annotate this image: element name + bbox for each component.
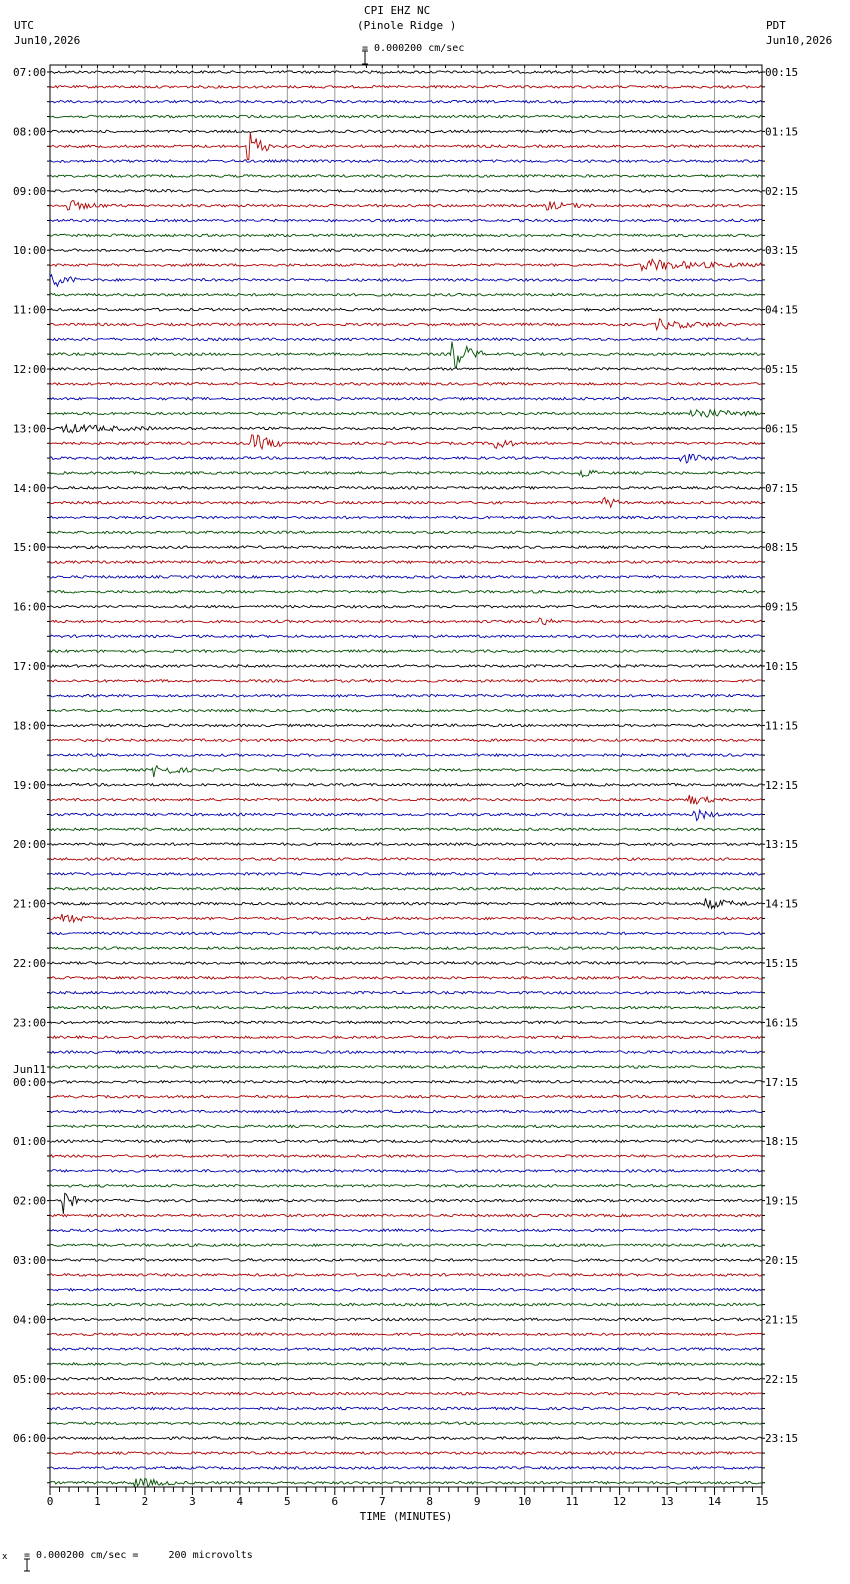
footer-scale-prefix: x: [2, 1552, 8, 1562]
utc-hour-label: 05:00: [13, 1372, 47, 1386]
seismic-trace: [50, 680, 762, 683]
seismic-trace: [50, 914, 762, 922]
seismic-trace: [50, 1185, 762, 1188]
pdt-hour-label: 02:15: [765, 184, 799, 198]
footer-scale-bar-icon: [11, 1546, 17, 1560]
utc-hour-label: 17:00: [13, 660, 47, 673]
seismic-trace: [50, 1479, 762, 1487]
seismic-trace: [50, 1066, 762, 1069]
pdt-hour-label: 17:15: [765, 1075, 799, 1089]
seismic-trace: [50, 487, 762, 490]
seismic-trace: [50, 410, 762, 418]
seismic-trace: [50, 1110, 762, 1113]
x-tick-label: 12: [612, 1495, 627, 1508]
seismic-trace: [50, 342, 762, 368]
seismic-trace: [50, 368, 762, 371]
seismic-trace: [50, 635, 762, 638]
pdt-hour-label: 03:15: [765, 244, 799, 258]
seismic-trace: [50, 898, 762, 908]
station-title: CPI EHZ NC: [364, 4, 431, 17]
utc-hour-label: 21:00: [13, 897, 47, 911]
seismic-trace: [50, 234, 762, 237]
seismic-trace: [50, 754, 762, 757]
seismic-trace: [50, 665, 762, 668]
seismic-trace: [50, 1081, 762, 1084]
seismic-trace: [50, 709, 762, 712]
seismic-trace: [50, 130, 762, 133]
seismic-trace: [50, 498, 762, 508]
pdt-hour-label: 07:15: [765, 481, 799, 495]
pdt-hour-label: 09:15: [765, 600, 799, 614]
left-timezone: UTC: [14, 19, 34, 32]
seismic-trace: [50, 531, 762, 534]
utc-hour-label: 16:00: [13, 600, 47, 614]
seismic-trace: [50, 249, 762, 252]
seismic-trace: [50, 932, 762, 935]
x-tick-label: 1: [94, 1495, 101, 1508]
utc-hour-label: 19:00: [13, 778, 47, 792]
pdt-hour-label: 20:15: [765, 1254, 799, 1267]
seismic-trace: [50, 1437, 762, 1440]
seismic-trace: [50, 1051, 762, 1054]
utc-hour-label: 01:00: [13, 1135, 47, 1149]
seismic-trace: [50, 1244, 762, 1247]
seismic-trace: [50, 1288, 762, 1291]
x-tick-label: 6: [331, 1495, 339, 1508]
seismic-trace: [50, 991, 762, 994]
utc-hour-label: 06:00: [13, 1432, 47, 1446]
utc-hour-label: 18:00: [13, 719, 47, 733]
utc-hour-label: 13:00: [13, 422, 47, 436]
seismic-trace: [50, 873, 762, 876]
seismic-trace: [50, 397, 762, 400]
pdt-hour-label: 01:15: [765, 125, 799, 139]
seismic-trace: [50, 1378, 762, 1381]
seismic-trace: [50, 962, 762, 965]
x-tick-label: 15: [755, 1495, 769, 1508]
seismic-trace: [50, 470, 762, 477]
seismic-trace: [50, 739, 762, 742]
seismic-trace: [50, 1259, 762, 1262]
seismic-trace: [50, 1303, 762, 1306]
seismic-trace: [50, 424, 762, 433]
seismic-trace: [50, 843, 762, 846]
date-change-label: Jun11: [13, 1062, 47, 1076]
seismic-trace: [50, 454, 762, 463]
utc-hour-label: 07:00: [13, 66, 47, 79]
seismic-trace: [50, 435, 762, 449]
pdt-hour-label: 13:15: [765, 838, 799, 852]
pdt-hour-label: 23:15: [765, 1432, 799, 1446]
seismic-trace: [50, 795, 762, 804]
seismic-trace: [50, 1422, 762, 1425]
seismic-trace: [50, 1140, 762, 1143]
seismic-trace: [50, 1214, 762, 1217]
seismic-trace: [50, 100, 762, 103]
utc-hour-label: 09:00: [13, 184, 47, 198]
seismic-trace: [50, 201, 762, 211]
x-tick-label: 0: [46, 1495, 54, 1508]
x-tick-label: 2: [141, 1495, 149, 1508]
pdt-hour-label: 12:15: [765, 778, 799, 792]
seismic-trace: [50, 294, 762, 297]
x-tick-label: 10: [518, 1495, 532, 1508]
seismic-trace: [50, 1006, 762, 1009]
seismic-trace: [50, 650, 762, 653]
seismic-trace: [50, 1452, 762, 1455]
utc-hour-label: 11:00: [13, 303, 47, 317]
footer-scale-label: = 0.000200 cm/sec = 200 microvolts: [24, 1550, 253, 1561]
seismic-trace: [50, 190, 762, 193]
utc-hour-label: 22:00: [13, 957, 47, 970]
seismic-trace: [50, 1193, 762, 1214]
utc-hour-label: 14:00: [13, 481, 47, 495]
x-tick-label: 13: [660, 1495, 674, 1508]
seismic-trace: [50, 175, 762, 178]
seismic-trace: [50, 71, 762, 74]
pdt-hour-label: 00:15: [765, 66, 799, 79]
seismic-trace: [50, 1318, 762, 1321]
seismic-trace: [50, 1155, 762, 1158]
seismic-trace: [50, 133, 762, 160]
utc-hour-label: 08:00: [13, 125, 47, 139]
pdt-hour-label: 18:15: [765, 1135, 799, 1149]
seismic-trace: [50, 160, 762, 163]
seismic-trace: [50, 766, 762, 778]
seismic-trace: [50, 319, 762, 330]
seismic-trace: [50, 1170, 762, 1173]
seismic-trace: [50, 546, 762, 549]
seismic-trace: [50, 516, 762, 519]
seismic-trace: [50, 1392, 762, 1395]
seismic-trace: [50, 1021, 762, 1024]
pdt-hour-label: 22:15: [765, 1372, 799, 1386]
x-tick-label: 3: [189, 1495, 196, 1508]
seismic-trace: [50, 308, 762, 311]
utc-hour-label: 23:00: [13, 1016, 47, 1030]
seismic-trace: [50, 858, 762, 861]
seismic-trace: [50, 591, 762, 594]
seismic-trace: [50, 947, 762, 950]
seismic-trace: [50, 810, 762, 820]
seismic-trace: [50, 275, 762, 287]
right-date: Jun10,2026: [766, 34, 833, 47]
pdt-hour-label: 05:15: [765, 363, 799, 376]
utc-hour-label: 12:00: [13, 363, 47, 376]
x-tick-label: 8: [426, 1495, 434, 1508]
seismic-trace: [50, 576, 762, 579]
seismic-trace: [50, 784, 762, 787]
seismic-trace: [50, 1333, 762, 1336]
seismic-trace: [50, 1407, 762, 1410]
seismic-trace: [50, 1125, 762, 1128]
seismic-trace: [50, 383, 762, 386]
seismic-trace: [50, 1274, 762, 1277]
pdt-hour-label: 15:15: [765, 957, 799, 970]
seismic-trace: [50, 618, 762, 625]
pdt-hour-label: 10:15: [765, 660, 799, 673]
seismic-trace: [50, 724, 762, 727]
pdt-hour-label: 21:15: [765, 1313, 799, 1327]
station-location: (Pinole Ridge ): [357, 19, 457, 32]
x-tick-label: 9: [473, 1495, 481, 1508]
left-date: Jun10,2026: [14, 34, 81, 47]
utc-hour-label: 10:00: [13, 244, 47, 258]
x-tick-label: 14: [707, 1495, 722, 1508]
utc-hour-label: 03:00: [13, 1254, 47, 1267]
pdt-hour-label: 11:15: [765, 719, 799, 733]
seismic-trace: [50, 888, 762, 891]
utc-hour-label: 04:00: [13, 1313, 47, 1327]
seismic-trace: [50, 1363, 762, 1366]
seismic-trace: [50, 115, 762, 118]
seismic-trace: [50, 1348, 762, 1351]
pdt-hour-label: 14:15: [765, 897, 799, 911]
x-axis-title: TIME (MINUTES): [359, 1510, 453, 1523]
x-tick-label: 5: [284, 1495, 291, 1508]
seismic-trace: [50, 1229, 762, 1232]
seismic-trace: [50, 219, 762, 222]
seismic-trace: [50, 977, 762, 980]
seismic-trace: [50, 561, 762, 564]
pdt-hour-label: 19:15: [765, 1194, 799, 1208]
seismic-trace: [50, 259, 762, 270]
pdt-hour-label: 06:15: [765, 422, 799, 436]
seismic-trace: [50, 694, 762, 697]
seismic-trace: [50, 1036, 762, 1039]
seismic-trace: [50, 1467, 762, 1470]
scale-label: = 0.000200 cm/sec: [362, 43, 465, 54]
seismic-trace: [50, 828, 762, 831]
pdt-hour-label: 04:15: [765, 303, 799, 317]
seismic-trace: [50, 1095, 762, 1098]
right-timezone: PDT: [766, 19, 786, 32]
utc-hour-label: 15:00: [13, 541, 47, 555]
seismic-trace: [50, 86, 762, 89]
x-tick-label: 7: [378, 1495, 386, 1508]
utc-hour-label: 20:00: [13, 838, 47, 852]
utc-hour-label: 00:00: [13, 1075, 47, 1089]
seismic-trace: [50, 605, 762, 608]
pdt-hour-label: 16:15: [765, 1016, 799, 1030]
pdt-hour-label: 08:15: [765, 541, 799, 555]
x-tick-label: 4: [236, 1495, 244, 1508]
seismic-trace: [50, 338, 762, 341]
x-tick-label: 11: [565, 1495, 579, 1508]
utc-hour-label: 02:00: [13, 1194, 47, 1208]
